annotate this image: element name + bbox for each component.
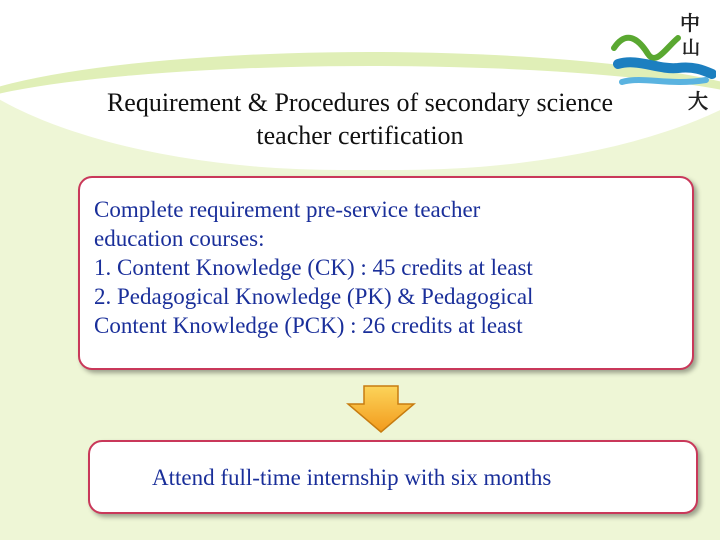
- down-arrow-icon: [346, 384, 416, 434]
- svg-text:中: 中: [680, 11, 700, 35]
- step-1-line: education courses:: [94, 226, 265, 251]
- step-1-line: 1. Content Knowledge (CK) : 45 credits at least: [94, 255, 533, 280]
- svg-text:大: 大: [688, 89, 708, 113]
- step-1-line: Complete requirement pre-service teacher: [94, 197, 481, 222]
- title-line-1: Requirement & Procedures of secondary science: [106, 88, 614, 117]
- step-1-line: 2. Pedagogical Knowledge (PK) & Pedagogical: [94, 284, 534, 309]
- slide-title: [40, 86, 680, 152]
- step-1-text: [94, 195, 688, 340]
- title-line-2: teacher certification: [256, 121, 464, 150]
- step-2-text: Attend full-time internship with six months: [152, 465, 552, 490]
- step-2-box: [88, 440, 698, 514]
- step-1-box: [78, 176, 694, 370]
- step-1-line: Content Knowledge (PCK) : 26 credits at least: [94, 313, 523, 338]
- university-logo-icon: [608, 8, 716, 118]
- svg-text:山: 山: [682, 38, 700, 59]
